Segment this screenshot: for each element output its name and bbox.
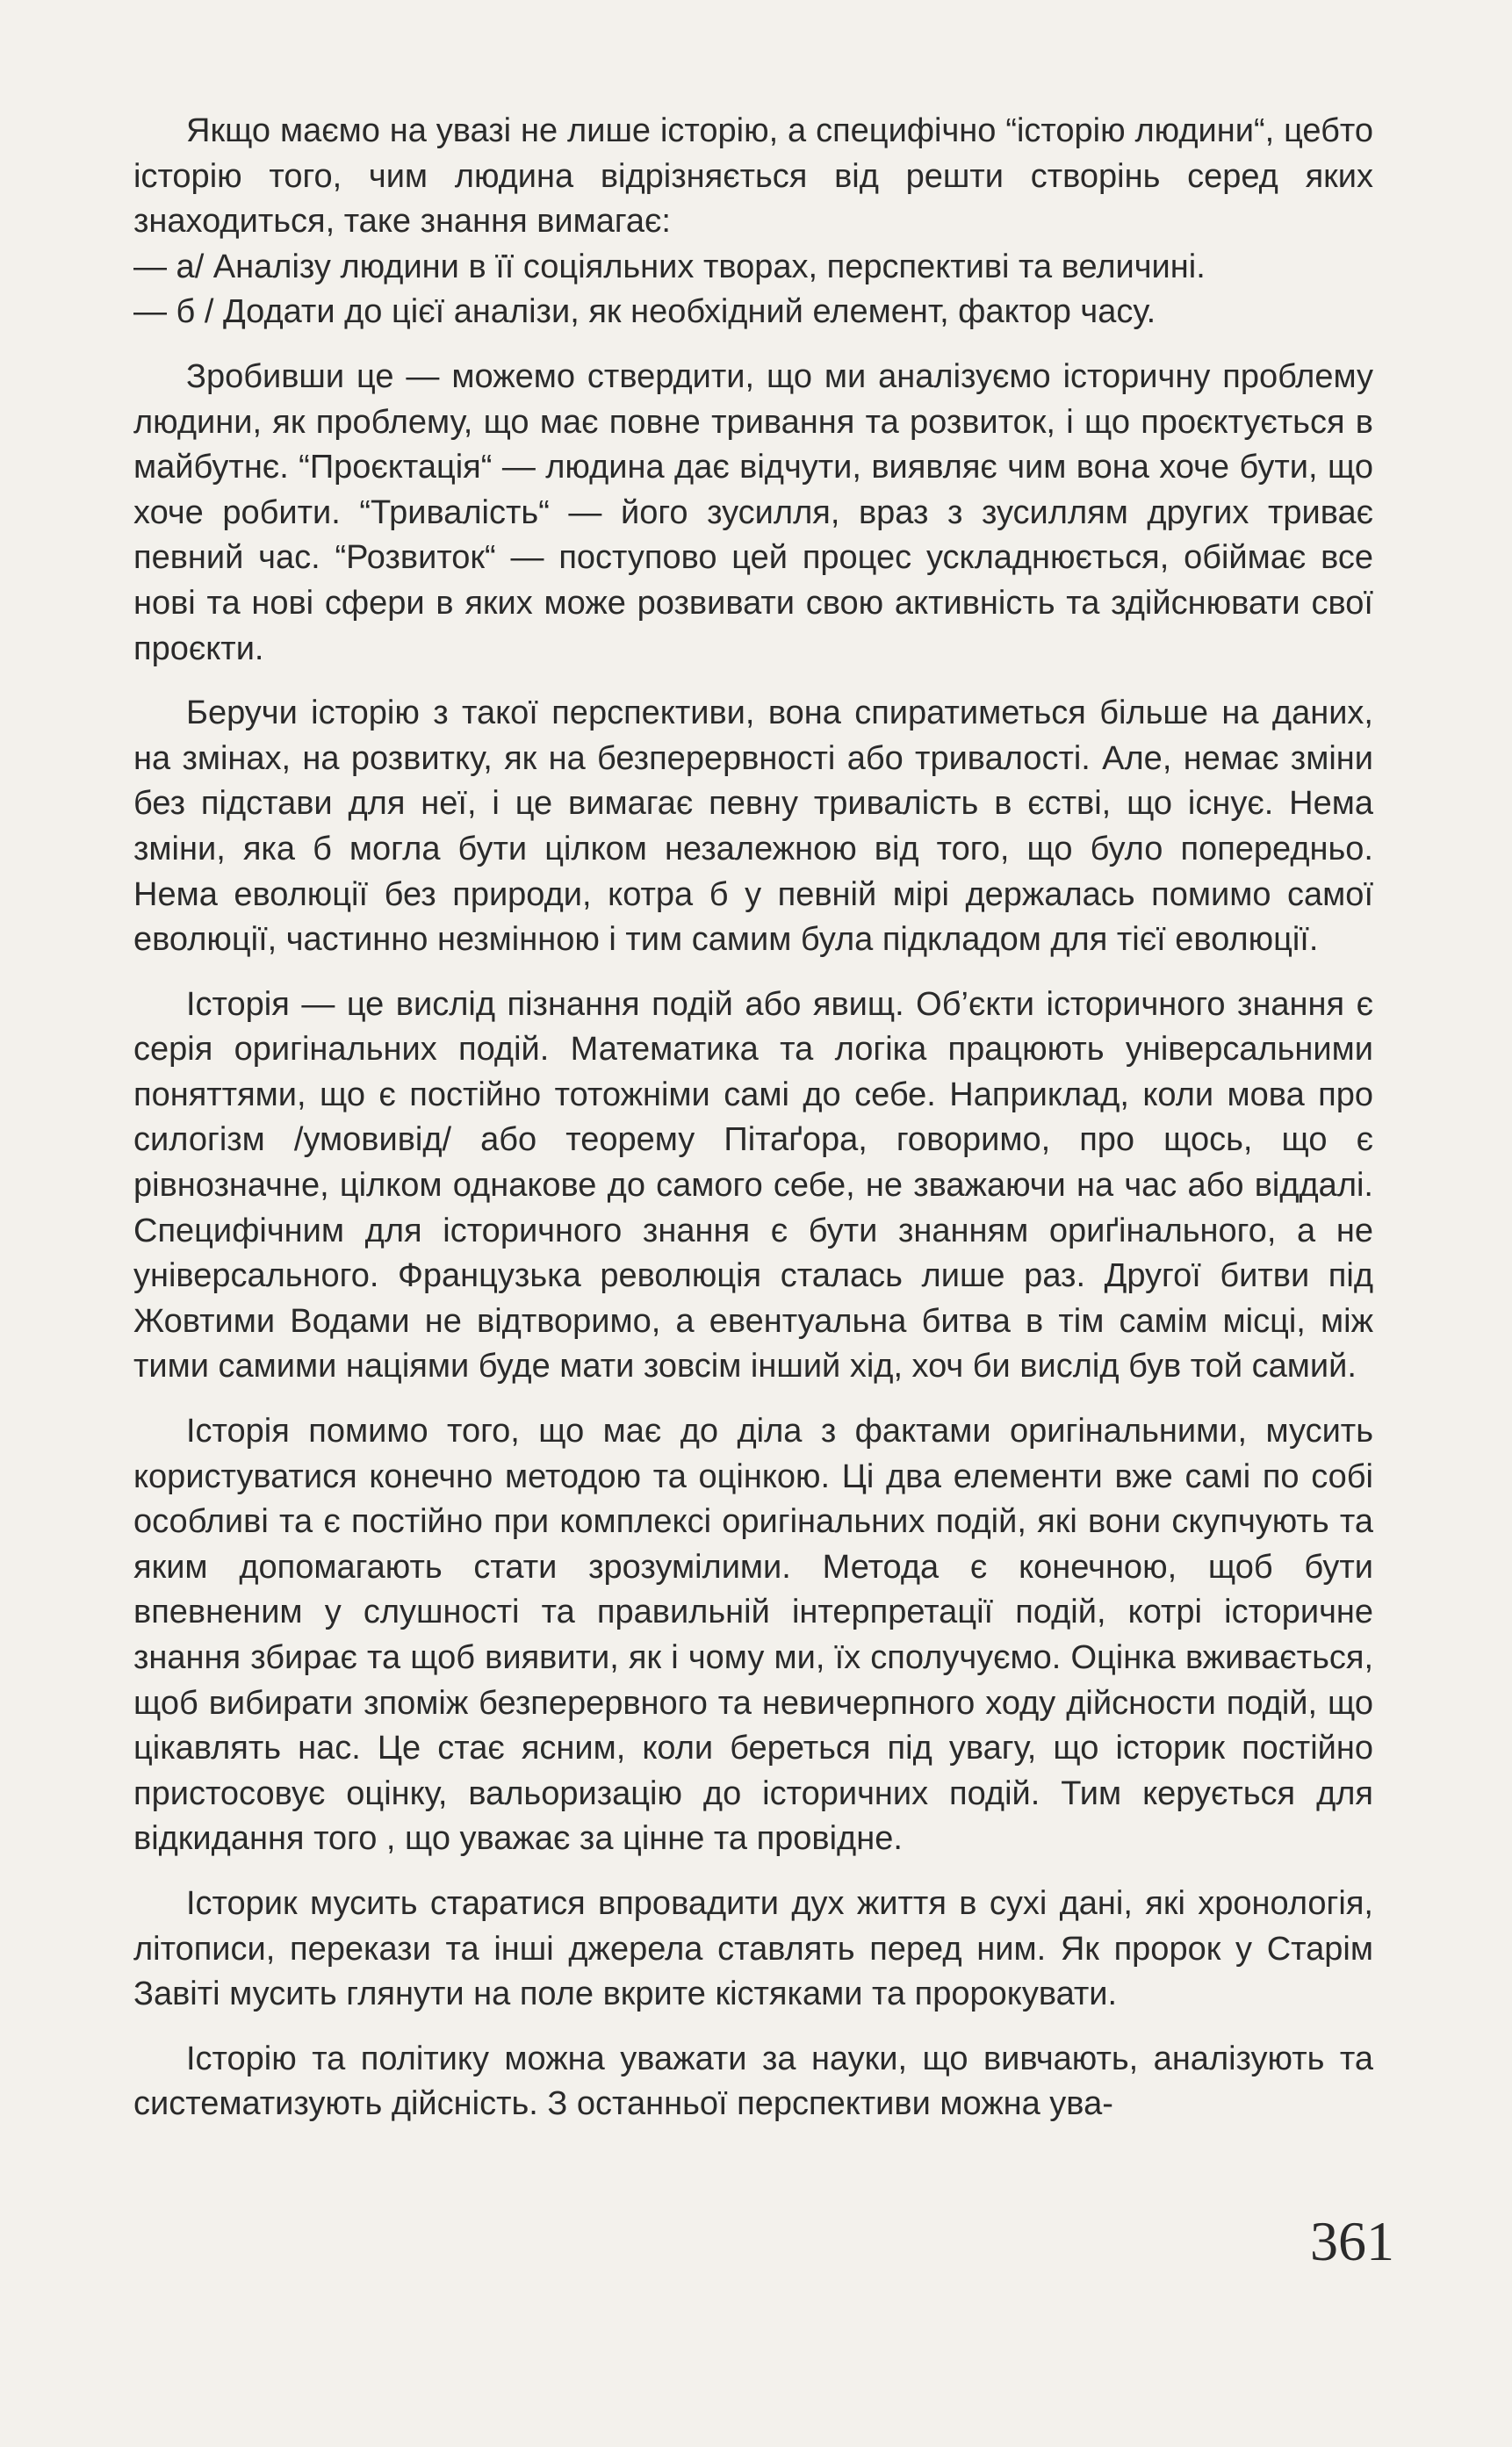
paragraph: Історія — це вислід пізнання подій або явищ. Об’єкти історичного знання є серія оригінальних подій. Математика та логіка працюють універсальними поняттями, що є постійно тотожніми самі до себе. Наприклад, коли мова про силогізм /умовивід/ або теорему Пітаґора, говоримо, про щось, що є рівнозначне, цілком однакове до самого себе, не зважаючи на час або віддалі. Специфічним для історичного знання є бути знанням ориґінального, а не універсального. Французька революція сталась лише раз. Другої битви під Жовтими Водами не відтворимо, а евентуальна битва в тім самім місці, між тими самими націями буде мати зовсім інший хід, хоч би вислід був той самий. [133, 985, 1373, 1385]
page-number: 361 [1310, 2210, 1394, 2272]
body-text [133, 109, 1373, 2147]
paragraph-intro: Якщо маємо на увазі не лише історію, а специфічно “історію людини“, цебто історію того, чим людина відрізняється від решти створінь серед яких знаходиться, таке знання вимагає: [133, 112, 1373, 241]
paragraph: Зробивши це — можемо ствердити, що ми аналізуємо історичну проблему людини, як проблему, що має повне тривання та розвиток, і що проєктується в майбутнє. “Проєктація“ — людина дає відчути, виявляє чим вона хоче бути, що хоче робити. “Тривалість“ — його зусилля, враз з зусиллям других триває певний час. “Розвиток“ — поступово цей процес ускладнюється, обіймає все нові та нові сфери в яких може розвивати свою активність та здійснювати свої проєкти. [133, 357, 1373, 667]
paragraph: Історію та політику можна уважати за науки, що вивчають, аналізують та систематизують дійсність. З останньої перспективи можна ува- [133, 2040, 1373, 2123]
paragraph: Беручи історію з такої перспективи, вона спиратиметься більше на даних, на змінах, на розвитку, як на безперервності або тривалості. Але, немає зміни без підстави для неї, і це вимагає певну тривалість в єстві, що існує. Нема зміни, яка б могла бути цілком незалежною від того, що було попередньо. Нема еволюції без природи, котра б у певній мірі держалась помимо самої еволюції, частинно незмінною і тим самим була підкладом для тієї еволюції. [133, 695, 1373, 959]
paragraph: Історія помимо того, що має до діла з фактами оригінальними, мусить користуватися конечно методою та оцінкою. Ці два елементи вже самі по собі особливі та є постійно при комплексі оригінальних подій, які вони скупчують та яким допомагають стати зрозумілими. Метода є конечною, щоб бути впевненим у слушності та правильній інтерпретації подій, котрі історичне знання збирає та щоб виявити, як і чому ми, їх сполучуємо. Оцінка вживається, щоб вибирати зпоміж безперервного та невичерпного ходу дійсности подій, що цікавлять нас. Це стає ясним, коли береться під увагу, що історик постійно пристосовує оцінку, вальоризацію до історичних подій. Тим керується для відкидання того , що уважає за цінне та провідне. [133, 1413, 1373, 1858]
paragraph: Історик мусить старатися впровадити дух життя в сухі дані, які хронологія, літописи, перекази та інші джерела ставлять перед ним. Як пророк у Старім Завіті мусить глянути на поле вкрите кістяками та пророкувати. [133, 1884, 1373, 2013]
list-item-b: — б / Додати до цієї аналізи, як необхідний елемент, фактор часу. [133, 293, 1156, 331]
list-item-a: — а/ Аналізу людини в її соціяльних творах, перспективі та величині. [133, 248, 1206, 285]
